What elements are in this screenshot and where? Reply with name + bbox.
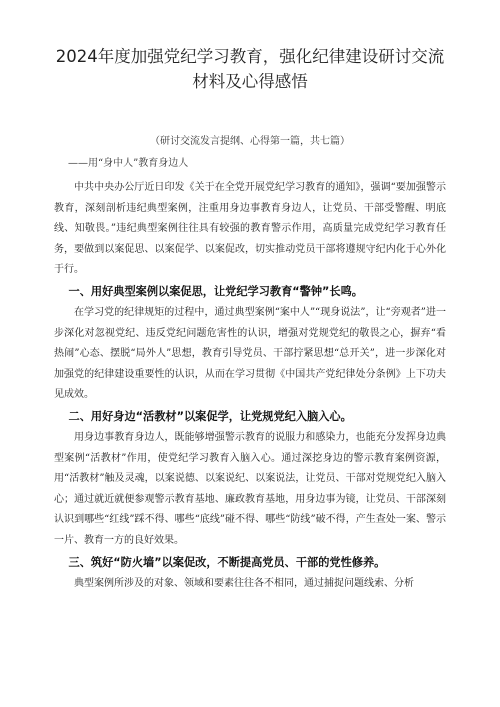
title-line-1: 2024年度加强党纪学习教育，强化纪律建设研讨交流 — [55, 47, 445, 66]
section-2-paragraph: 用身边事教育身边人，既能够增强警示教育的说服力和感染力，也能充分发挥身边典型案例“活教材”作用，使党纪学习教育入脑入心。通过深挖身边的警示教育案例资源，用“活教材”触及灵魂，以案说德、以案说纪、以案说法，让党员、干部对党规党纪入脑入心；通过就近就便参观警示教育基地、廉政教育基地，用身边事为镜，让党员、干部深刻认识到哪些“红线”踩不得、哪些“底线”碰不得、哪些“防线”破不得，产生查处一案、警示一片、教育一方的良好效果。 — [54, 431, 446, 546]
section-1-paragraph: 在学习党的纪律规矩的过程中，通过典型案例“案中人”“现身说法”，让“旁观者”进一步深化对忽视党纪、违反党纪问题危害性的认识，增强对党规党纪的敬畏之心，摒弃“看热闹”心态、摆脱“局外人”思想，教育引导党员、干部拧紧思想“总开关”，进一步深化对加强党的纪律建设重要性的认识，从而在学习贯彻《中国共产党纪律处分条例》上下功夫见成效。 — [54, 306, 446, 401]
title-line-2: 材料及心得感悟 — [192, 72, 308, 91]
document-byline: ——用“身中人”教育身边人 — [68, 158, 189, 169]
document-subtitle: （研讨交流发言提纲、心得第一篇，共七篇） — [150, 136, 350, 147]
intro-paragraph: 中共中央办公厅近日印发《关于在全党开展党纪学习教育的通知》，强调“要加强警示教育，深刻剖析违纪典型案例，注重用身边事教育身边人，让党员、干部受警醒、明底线、知敬畏。”违纪典型案例往往具有较强的教育警示作用，高质量完成党纪学习教育任务，要做到以案促思、以案促学、以案促改，切实推动党员干部将遵规守纪内化于心外化于行。 — [54, 182, 446, 276]
section-3-paragraph: 典型案例所涉及的对象、领域和要素往往各不相同，通过捕捉问题线索、分析 — [74, 577, 414, 589]
section-1-heading: 一、用好典型案例以案促思，让党纪学习教育“警钟”长鸣。 — [68, 284, 363, 298]
section-2-heading: 二、用好身边“活教材”以案促学，让党规党纪入脑入心。 — [68, 409, 352, 423]
document-title — [54, 0, 446, 94]
section-3-heading: 三、筑好“防火墙”以案促改，不断提高党员、干部的党性修养。 — [68, 555, 386, 569]
